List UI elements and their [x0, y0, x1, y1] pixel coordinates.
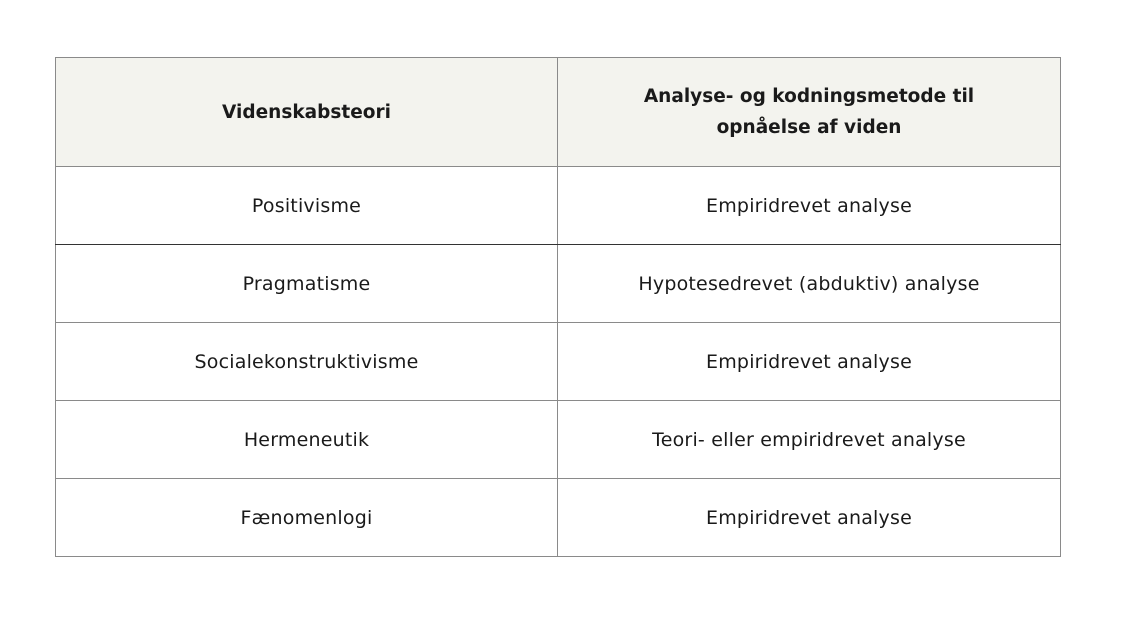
table-header-row [56, 58, 1061, 167]
method-cell: Empiridrevet analyse [558, 167, 1061, 245]
method-cell: Empiridrevet analyse [558, 479, 1061, 557]
table-row [56, 167, 1061, 245]
method-cell: Teori- eller empiridrevet analyse [558, 401, 1061, 479]
method-cell: Empiridrevet analyse [558, 323, 1061, 401]
table-row [56, 245, 1061, 323]
theory-cell: Positivisme [56, 167, 558, 245]
table-row [56, 479, 1061, 557]
header-analysemetode [558, 58, 1061, 167]
theory-cell: Pragmatisme [56, 245, 558, 323]
header-analysemetode-line1: Analyse- og kodningsmetode til [643, 86, 975, 107]
table-row [56, 323, 1061, 401]
header-analysemetode-line2: opnåelse af viden [716, 117, 902, 138]
theory-cell: Hermeneutik [56, 401, 558, 479]
theory-method-table [55, 57, 1061, 557]
table-row [56, 401, 1061, 479]
theory-cell: Socialekonstruktivisme [56, 323, 558, 401]
header-videnskabsteori: Videnskabsteori [56, 58, 558, 167]
theory-cell: Fænomenlogi [56, 479, 558, 557]
method-cell: Hypotesedrevet (abduktiv) analyse [558, 245, 1061, 323]
